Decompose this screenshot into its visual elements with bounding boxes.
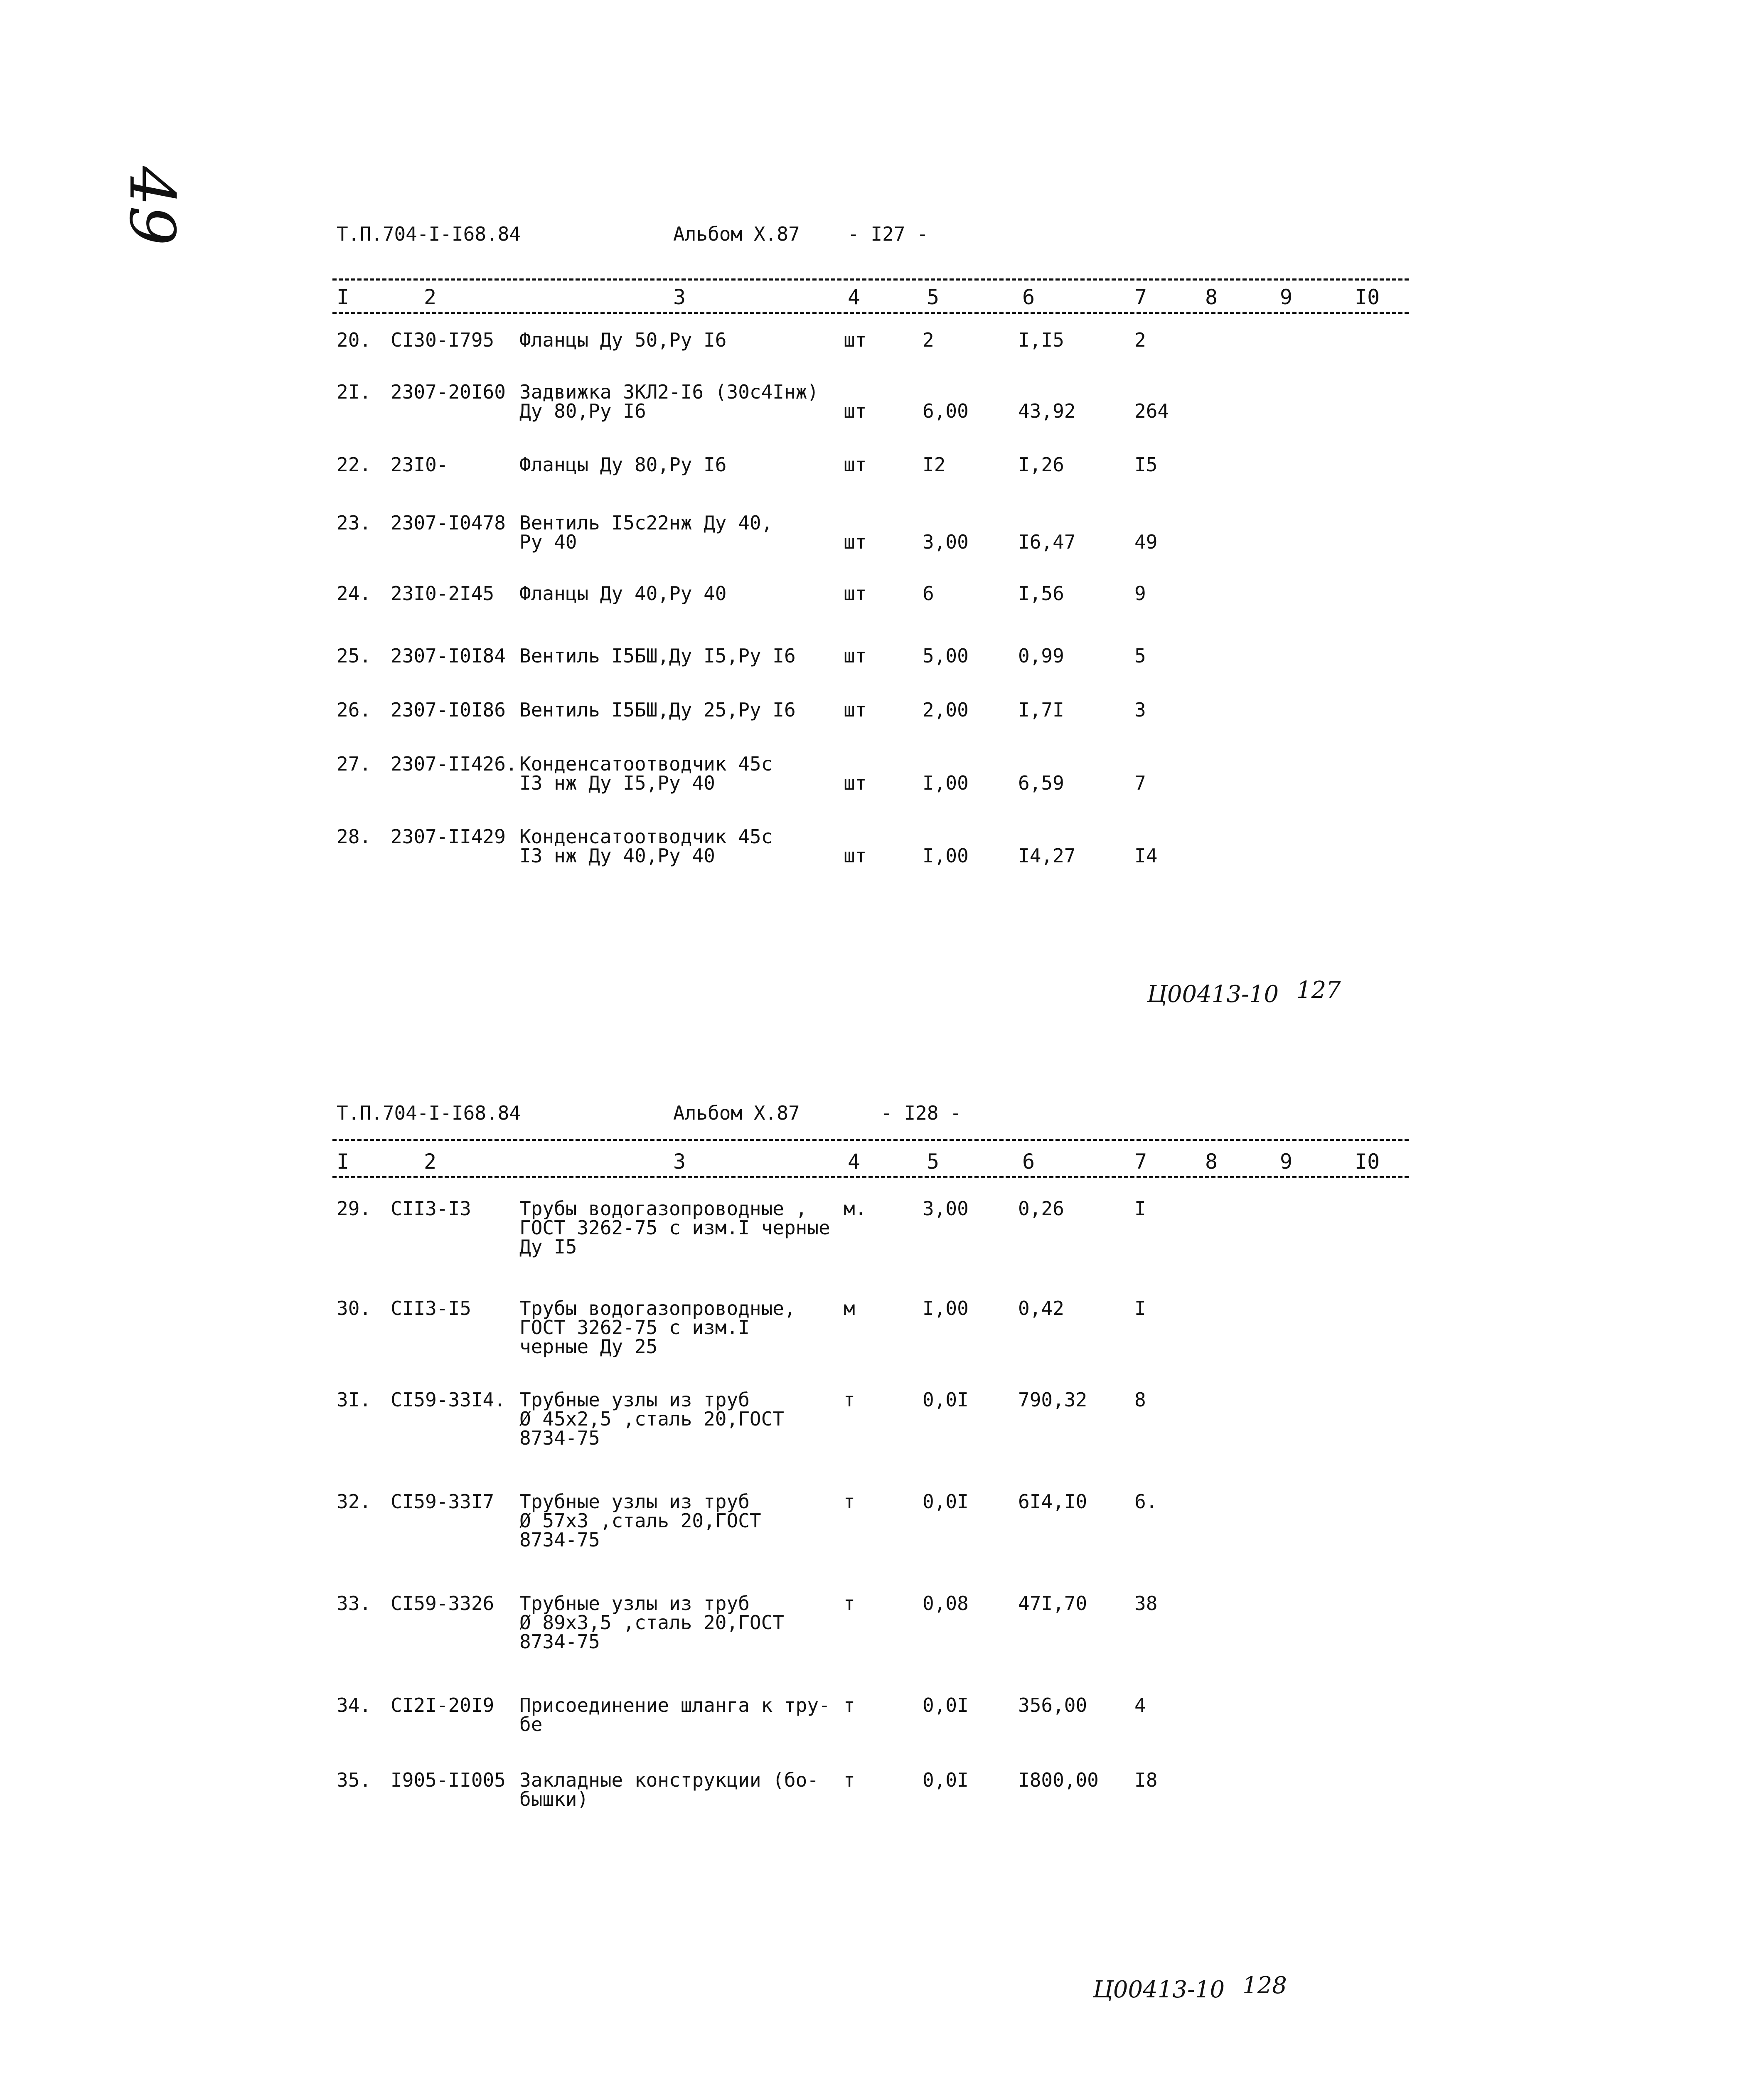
album-label: Альбом Х.87 [673, 1102, 800, 1124]
total-cost: 9 [1134, 582, 1146, 605]
row-number: 23. [337, 512, 371, 534]
row-number: 32. [337, 1490, 371, 1513]
item-code: CI30-I795 [391, 329, 495, 351]
item-name-line: Ру 40 [519, 531, 577, 553]
doc-code: Т.П.704-I-I68.84 [337, 1102, 521, 1124]
total-cost: 8 [1134, 1389, 1146, 1411]
unit-price: 0,99 [1018, 645, 1064, 667]
row-number: 22. [337, 453, 371, 476]
item-name-line: Трубные узлы из труб [519, 1490, 750, 1513]
item-name-line: Вентиль I5с22нж Ду 40, [519, 512, 773, 534]
column-header: 3 [673, 285, 686, 309]
item-name-line: Ø 89х3,5 ,сталь 20,ГОСТ [519, 1611, 784, 1634]
quantity: I,00 [923, 772, 969, 794]
item-code: I905-II005 [391, 1769, 506, 1791]
item-name [519, 1770, 819, 1809]
unit-price: I,56 [1018, 582, 1064, 605]
column-header: 5 [927, 1150, 940, 1174]
item-name-line: бе [519, 1713, 543, 1736]
page-number: - I27 - [848, 223, 928, 245]
item-code: 2307-II429 [391, 825, 506, 848]
row-number: 26. [337, 699, 371, 721]
column-header: 8 [1205, 285, 1218, 309]
unit: м. [844, 1197, 867, 1220]
unit: шт [844, 844, 867, 867]
row-number: 20. [337, 329, 371, 351]
table-rule-top [332, 1139, 1409, 1141]
unit: т [844, 1490, 855, 1513]
unit-price: I,26 [1018, 453, 1064, 476]
column-header: 3 [673, 1150, 686, 1174]
unit-price: I4,27 [1018, 844, 1076, 867]
row-number: 27. [337, 753, 371, 775]
item-code: 2307-II426. [391, 753, 517, 775]
item-code: CI59-33I4. [391, 1389, 506, 1411]
quantity: 0,0I [923, 1490, 969, 1513]
table-rule-bottom [332, 1176, 1409, 1178]
row-number: 28. [337, 825, 371, 848]
quantity: 3,00 [923, 1197, 969, 1220]
total-cost: 7 [1134, 772, 1146, 794]
item-name [519, 1199, 830, 1256]
item-name [519, 330, 727, 350]
unit-price: 47I,70 [1018, 1592, 1087, 1615]
item-name [519, 382, 819, 421]
item-code: CII3-I3 [391, 1197, 471, 1220]
item-name-line: I3 нж Ду 40,Ру 40 [519, 844, 715, 867]
column-header: 4 [848, 285, 861, 309]
item-name-line: ГОСТ 3262-75 с изм.I черные [519, 1216, 830, 1239]
column-header: 6 [1022, 285, 1035, 309]
unit-price: 6,59 [1018, 772, 1064, 794]
total-cost: 6. [1134, 1490, 1158, 1513]
quantity: 6 [923, 582, 934, 605]
total-cost: 49 [1134, 531, 1158, 553]
item-code: 2307-20I60 [391, 381, 506, 403]
column-header: 5 [927, 285, 940, 309]
item-name-line: Задвижка ЗКЛ2-I6 (30с4Iнж) [519, 381, 819, 403]
unit: шт [844, 531, 867, 553]
quantity: 2 [923, 329, 934, 351]
column-header: 8 [1205, 1150, 1218, 1174]
total-cost: 3 [1134, 699, 1146, 721]
item-code: 2307-I0478 [391, 512, 506, 534]
item-code: 23I0- [391, 453, 448, 476]
unit-price: I6,47 [1018, 531, 1076, 553]
total-cost: I [1134, 1197, 1146, 1220]
row-number: 29. [337, 1197, 371, 1220]
unit: шт [844, 772, 867, 794]
unit-price: 0,26 [1018, 1197, 1064, 1220]
item-name [519, 1696, 830, 1734]
column-header: I [337, 285, 349, 309]
table-rule-bottom [332, 312, 1409, 314]
unit: т [844, 1769, 855, 1791]
item-name-line: Фланцы Ду 80,Ру I6 [519, 453, 727, 476]
unit: шт [844, 400, 867, 422]
quantity: 0,0I [923, 1769, 969, 1791]
item-code: CII3-I5 [391, 1297, 471, 1320]
quantity: 0,0I [923, 1694, 969, 1716]
item-name-line: Закладные конструкции (бо- [519, 1769, 819, 1791]
column-header: I0 [1355, 285, 1380, 309]
unit: шт [844, 329, 867, 351]
total-cost: 264 [1134, 400, 1169, 422]
column-header: 4 [848, 1150, 861, 1174]
unit-price: 356,00 [1018, 1694, 1087, 1716]
margin-note: 49 [116, 166, 188, 246]
item-name-line: Присоединение шланга к тру- [519, 1694, 830, 1716]
item-name-line: бышки) [519, 1788, 589, 1810]
column-header: 7 [1134, 1150, 1147, 1174]
total-cost: 4 [1134, 1694, 1146, 1716]
row-number: 35. [337, 1769, 371, 1791]
unit: шт [844, 699, 867, 721]
unit-price: 6I4,I0 [1018, 1490, 1087, 1513]
total-cost: 5 [1134, 645, 1146, 667]
column-header: 2 [424, 285, 437, 309]
column-header: 6 [1022, 1150, 1035, 1174]
row-number: 30. [337, 1297, 371, 1320]
item-name-line: Конденсатоотводчик 45с [519, 825, 773, 848]
item-name-line: ГОСТ 3262-75 с изм.I [519, 1316, 750, 1339]
total-cost: I5 [1134, 453, 1158, 476]
footer-code: Ц00413-10 [1147, 981, 1279, 1008]
item-name-line: Ду 80,Ру I6 [519, 400, 646, 422]
footer-page: 128 [1242, 1972, 1287, 1999]
quantity: 6,00 [923, 400, 969, 422]
footer-page: 127 [1297, 977, 1341, 1004]
item-name-line: 8734-75 [519, 1630, 600, 1653]
unit-price: 0,42 [1018, 1297, 1064, 1320]
item-name [519, 513, 773, 552]
item-name-line: Ду I5 [519, 1236, 577, 1258]
column-header: 9 [1280, 1150, 1293, 1174]
column-header: 2 [424, 1150, 437, 1174]
row-number: 33. [337, 1592, 371, 1615]
item-code: CI59-3326 [391, 1592, 495, 1615]
item-code: 2307-I0I84 [391, 645, 506, 667]
item-name [519, 827, 773, 865]
footer-code: Ц00413-10 [1093, 1976, 1225, 2003]
unit-price: 790,32 [1018, 1389, 1087, 1411]
item-code: 23I0-2I45 [391, 582, 495, 605]
unit: шт [844, 453, 867, 476]
item-name-line: Фланцы Ду 50,Ру I6 [519, 329, 727, 351]
item-name [519, 700, 796, 719]
quantity: 0,0I [923, 1389, 969, 1411]
quantity: 2,00 [923, 699, 969, 721]
item-name [519, 1594, 784, 1651]
item-name [519, 1299, 796, 1356]
item-name-line: Трубные узлы из труб [519, 1592, 750, 1615]
table-rule-top [332, 278, 1409, 281]
item-name-line: Ø 57х3 ,сталь 20,ГОСТ [519, 1509, 761, 1532]
quantity: I,00 [923, 844, 969, 867]
quantity: I,00 [923, 1297, 969, 1320]
item-code: CI59-33I7 [391, 1490, 495, 1513]
quantity: I2 [923, 453, 946, 476]
unit: шт [844, 582, 867, 605]
item-name-line: Фланцы Ду 40,Ру 40 [519, 582, 727, 605]
item-name [519, 754, 773, 793]
item-name-line: Конденсатоотводчик 45с [519, 753, 773, 775]
row-number: 24. [337, 582, 371, 605]
item-name [519, 646, 796, 665]
quantity: 0,08 [923, 1592, 969, 1615]
item-name [519, 1390, 784, 1448]
item-name-line: Трубы водогазопроводные, [519, 1297, 796, 1320]
item-name-line: 8734-75 [519, 1529, 600, 1551]
unit: т [844, 1389, 855, 1411]
item-name [519, 455, 727, 474]
row-number: 2I. [337, 381, 371, 403]
item-name-line: Трубные узлы из труб [519, 1389, 750, 1411]
item-name-line: Вентиль I5БШ,Ду I5,Ру I6 [519, 645, 796, 667]
column-header: I0 [1355, 1150, 1380, 1174]
total-cost: I [1134, 1297, 1146, 1320]
item-name-line: Трубы водогазопроводные , [519, 1197, 807, 1220]
row-number: 25. [337, 645, 371, 667]
unit: шт [844, 645, 867, 667]
item-name-line: черные Ду 25 [519, 1335, 658, 1358]
total-cost: 2 [1134, 329, 1146, 351]
row-number: 3I. [337, 1389, 371, 1411]
column-header: I [337, 1150, 349, 1174]
unit: т [844, 1592, 855, 1615]
quantity: 3,00 [923, 531, 969, 553]
item-name-line: Вентиль I5БШ,Ду 25,Ру I6 [519, 699, 796, 721]
total-cost: I8 [1134, 1769, 1158, 1791]
column-header: 7 [1134, 285, 1147, 309]
quantity: 5,00 [923, 645, 969, 667]
album-label: Альбом Х.87 [673, 223, 800, 245]
doc-code: Т.П.704-I-I68.84 [337, 223, 521, 245]
unit: м [844, 1297, 855, 1320]
column-header: 9 [1280, 285, 1293, 309]
item-code: 2307-I0I86 [391, 699, 506, 721]
unit-price: I,7I [1018, 699, 1064, 721]
unit-price: I800,00 [1018, 1769, 1099, 1791]
page-number: - I28 - [881, 1102, 962, 1124]
total-cost: 38 [1134, 1592, 1158, 1615]
item-name-line: 8734-75 [519, 1427, 600, 1449]
item-code: CI2I-20I9 [391, 1694, 495, 1716]
total-cost: I4 [1134, 844, 1158, 867]
row-number: 34. [337, 1694, 371, 1716]
item-name [519, 1492, 761, 1549]
item-name-line: Ø 45х2,5 ,сталь 20,ГОСТ [519, 1408, 784, 1430]
item-name [519, 584, 727, 603]
unit-price: 43,92 [1018, 400, 1076, 422]
item-name-line: I3 нж Ду I5,Ру 40 [519, 772, 715, 794]
unit: т [844, 1694, 855, 1716]
unit-price: I,I5 [1018, 329, 1064, 351]
